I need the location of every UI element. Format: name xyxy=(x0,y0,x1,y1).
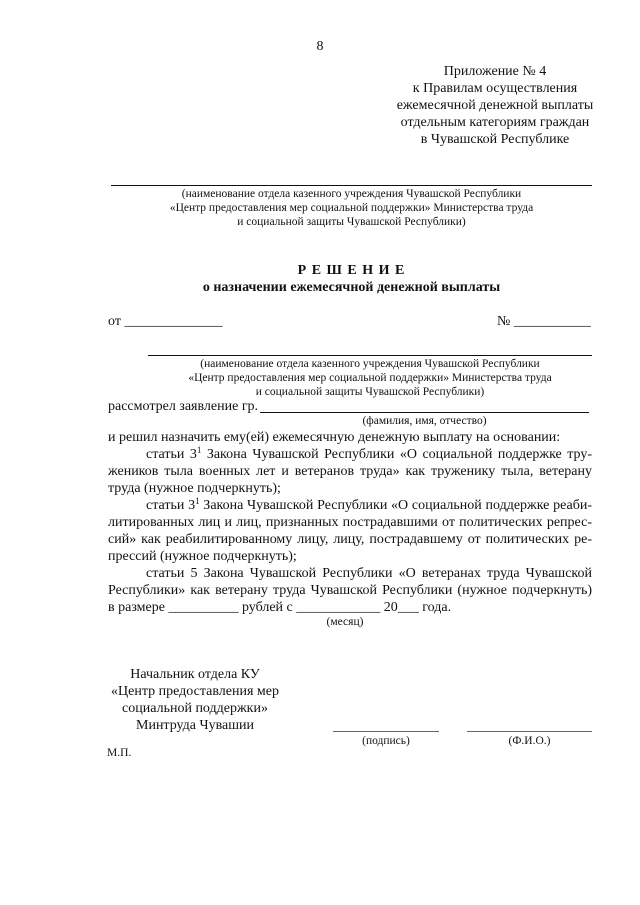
caption-line: и социальной защиты Чувашской Республики) xyxy=(237,216,466,228)
decision-text: и решил назначить ему(ей) ежемесячную денежную выплату на основании: xyxy=(108,430,561,445)
item-text: Закона Чувашской Республики «О социальной поддержке тру- xyxy=(201,447,592,462)
signatory-line: «Центр предоставления мер xyxy=(111,684,279,699)
item-line: жеников тыла военных лет и ветеранов труда» как труженику тыла, ветерану xyxy=(108,464,592,479)
signatory-line: социальной поддержки» xyxy=(122,701,268,716)
month-caption: (месяц) xyxy=(326,616,364,628)
stamp-place: М.П. xyxy=(107,747,132,759)
caption-line: (наименование отдела казенного учреждения Чувашской Республики xyxy=(200,358,540,370)
fio-caption: (фамилия, имя, отчество) xyxy=(362,415,487,427)
item-line xyxy=(108,446,592,463)
number-field xyxy=(497,313,591,330)
item-line xyxy=(108,497,592,514)
signature-line xyxy=(333,731,439,732)
item-text: статьи 3 xyxy=(146,447,197,462)
appendix-line: отдельным категориям граждан xyxy=(400,115,590,130)
caption-line: «Центр предоставления мер социальной поддержки» Министерства труда xyxy=(188,372,552,384)
from-label: от xyxy=(108,314,121,329)
superscript: 1 xyxy=(195,496,200,506)
org-name-line xyxy=(111,185,592,186)
date-field xyxy=(108,313,222,330)
item-line: сий» как реабилитированному лицу, лицу, пострадавшему от политических ре- xyxy=(108,532,592,547)
caption-line: и социальной защиты Чувашской Республики) xyxy=(255,386,485,398)
item-line: статьи 5 Закона Чувашской Республики «О ветеранах труда Чувашской xyxy=(146,566,592,581)
item-text: Закона Чувашской Республики «О социальной поддержке реаби- xyxy=(199,498,592,513)
sign-caption: (подпись) xyxy=(362,735,410,747)
superscript: 1 xyxy=(196,445,202,455)
basis-item-1 xyxy=(108,446,592,497)
number-label: № xyxy=(497,314,511,329)
org-caption xyxy=(111,187,592,229)
item-line: Республики» как ветерану труда Чувашской Республики (нужное подчеркнуть) xyxy=(108,583,592,598)
basis-item-3 xyxy=(108,565,592,616)
basis-item-2 xyxy=(108,497,592,565)
fio-sign-line xyxy=(467,731,592,732)
org-name-line-2 xyxy=(148,355,592,356)
item-line: литированных лиц и лиц, признанных пострадавшими от политических репрес- xyxy=(108,515,592,530)
appendix-line: ежемесячной денежной выплаты xyxy=(396,98,594,113)
caption-line: (наименование отдела казенного учреждения Чувашской Республики xyxy=(181,188,522,200)
amount-line: в размере __________ рублей с ____________ 20___ года. xyxy=(108,600,452,615)
org-caption-2 xyxy=(148,357,592,399)
signatory-line: Минтруда Чувашии xyxy=(136,718,254,733)
signatory-line: Начальник отдела КУ xyxy=(130,667,260,682)
from-blank: ______________ xyxy=(124,314,223,329)
item-line: труда (нужное подчеркнуть); xyxy=(108,481,281,496)
signatory-title xyxy=(100,666,290,734)
item-text: статьи 3 xyxy=(146,498,196,513)
caption-line: «Центр предоставления мер социальной поддержки» Министерства труда xyxy=(169,202,534,214)
considered-text: рассмотрел заявление гр. xyxy=(108,399,259,414)
page-number: 8 xyxy=(316,39,324,54)
number-blank: ___________ xyxy=(513,314,591,329)
document-title: Р Е Ш Е Н И Е xyxy=(297,263,406,278)
fio-line xyxy=(260,412,589,413)
document-subtitle: о назначении ежемесячной денежной выплаты xyxy=(202,280,501,295)
appendix-line: Приложение № 4 xyxy=(443,64,547,79)
fio-sign-caption: (Ф.И.О.) xyxy=(508,735,551,747)
appendix-block xyxy=(385,63,605,148)
appendix-line: в Чувашской Республике xyxy=(420,132,570,147)
item-line: прессий (нужное подчеркнуть); xyxy=(108,549,297,564)
appendix-line: к Правилам осуществления xyxy=(412,81,578,96)
